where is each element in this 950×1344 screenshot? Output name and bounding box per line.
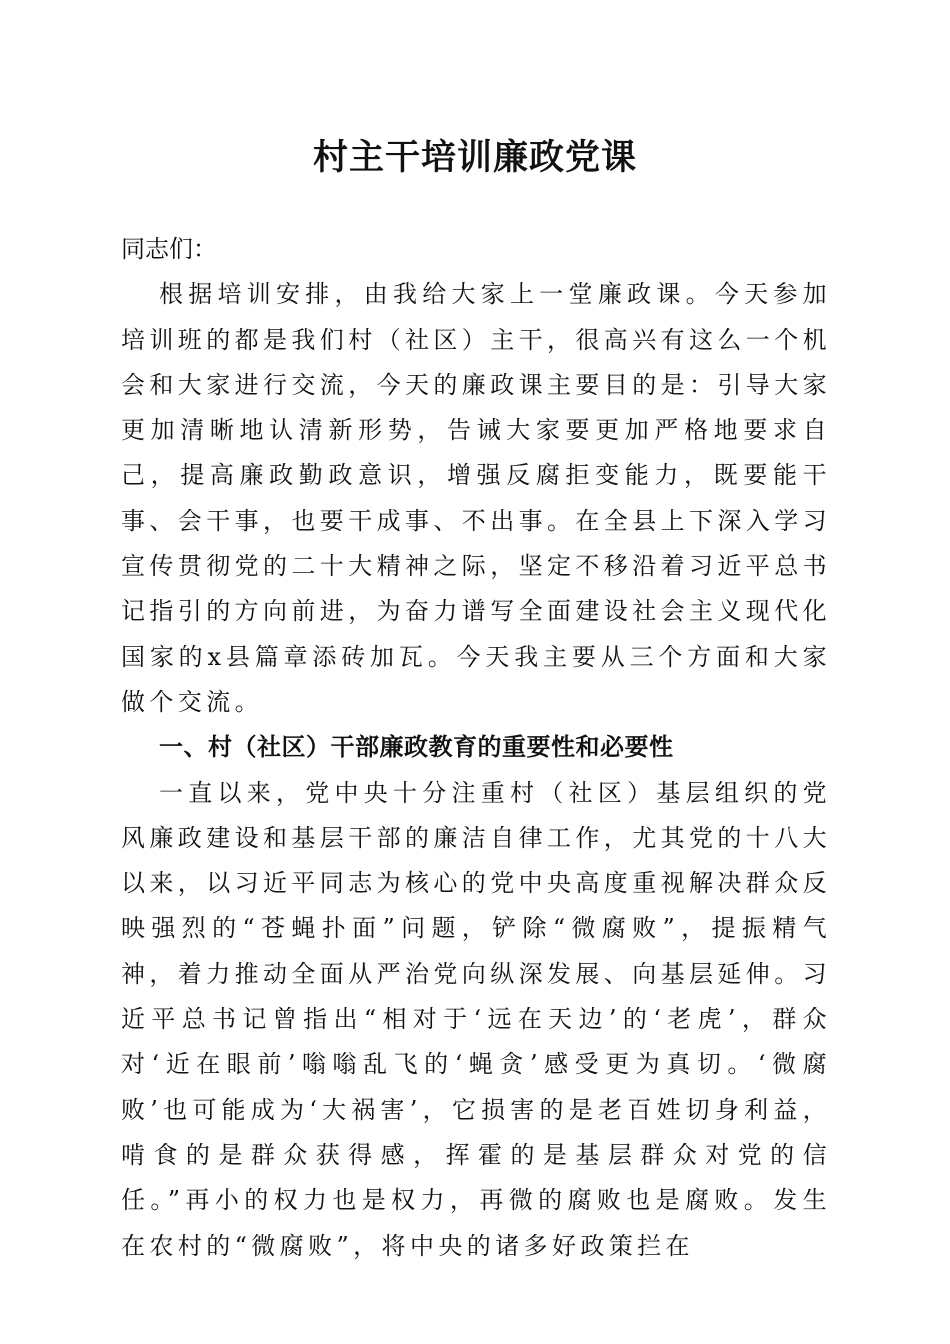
section-heading-1: 一、村（社区）干部廉政教育的重要性和必要性 [159,733,674,762]
greeting: 同志们： [121,235,217,263]
paragraph-section-1: 一直以来，党中央十分注重村（社区）基层组织的党风廉政建设和基层干部的廉洁自律工作，尤其党的十八大以来，以习近平同志为核心的党中央高度重视解决群众反映强烈的“苍蝇扑面”问题，铲除“微腐败”，提振精气神，着力推动全面从严治党向纵深发展、向基层延伸。习近平总书记曾指出“相对于‘远在天边’的‘老虎’，群众对‘近在眼前’嗡嗡乱飞的‘蝇贪’感受更为真切。‘微腐败’也可能成为‘大祸害’，它损害的是老百姓切身利益，啃食的是群众获得感，挥霍的是基层群众对党的信任。”再小的权力也是权力，再微的腐败也是腐败。发生在农村的“微腐败”，将中央的诸多好政策拦在 [121,778,831,1260]
document-body [121,227,831,1269]
paragraph-intro: 根据培训安排，由我给大家上一堂廉政课。今天参加培训班的都是我们村（社区）主干，很高兴有这么一个机会和大家进行交流，今天的廉政课主要目的是：引导大家更加清晰地认清新形势，告诫大家要更加严格地要求自己，提高廉政勤政意识，增强反腐拒变能力，既要能干事、会干事，也要干成事、不出事。在全县上下深入学习宣传贯彻党的二十大精神之际，坚定不移沿着习近平总书记指引的方向前进，为奋力谱写全面建设社会主义现代化国家的x县篇章添砖加瓦。今天我主要从三个方面和大家做个交流。 [121,280,831,716]
document-title: 村主干培训廉政党课 [312,137,637,178]
